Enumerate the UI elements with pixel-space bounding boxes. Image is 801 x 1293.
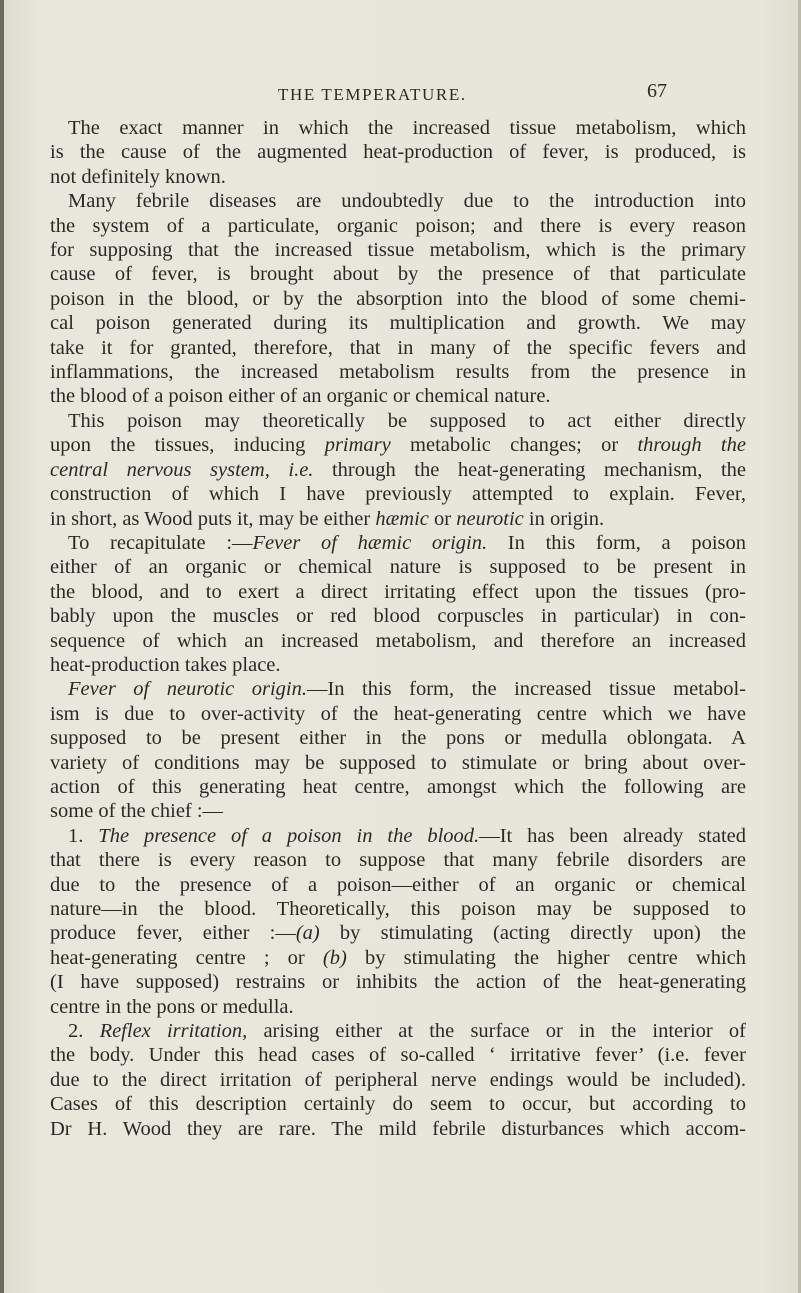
text-line: either of an organic or chemical nature is supposed to be present in <box>50 556 746 579</box>
page-number: 67 <box>647 80 667 102</box>
text-line: Dr H. Wood they are rare. The mild febrile disturbances which accom- <box>50 1117 746 1140</box>
text-line: supposed to be present either in the pons or medulla oblongata. A <box>50 727 746 750</box>
body-text <box>50 116 798 1141</box>
text-line: bably upon the muscles or red blood corpuscles in particular) in con- <box>50 605 746 628</box>
text-run: by stimulating (acting directly upon) the <box>319 922 746 945</box>
italic-text: through the <box>637 434 746 457</box>
text-run: arising either at the surface or in the interior of <box>247 1020 746 1043</box>
text-line: nature—in the blood. Theoretically, this poison may be supposed to <box>50 898 746 920</box>
text-run: 1. <box>68 824 99 847</box>
text-run: —In this form, the increased tissue metabol- <box>306 678 747 701</box>
text-line: (I have supposed) restrains or inhibits the action of the heat-generating <box>50 971 746 994</box>
text-line: the blood, and to exert a direct irritating effect upon the tissues (pro- <box>50 580 746 603</box>
text-line: the system of a particulate, organic poison; and there is every reason <box>50 214 746 237</box>
page-header <box>0 80 801 110</box>
text-run: by stimulating the higher centre which <box>346 946 746 969</box>
italic-text: The presence of a poison in the blood. <box>98 824 480 847</box>
text-line <box>50 507 746 531</box>
text-run: This poison may theoretically be supposed to act either directly <box>68 409 746 432</box>
text-line <box>50 409 746 433</box>
text-line: action of this generating heat centre, amongst which the following are <box>50 775 746 798</box>
text-line: The exact manner in which the increased tissue metabolism, which <box>68 117 746 139</box>
text-run: metabolic changes; or <box>390 434 638 457</box>
italic-text: neurotic <box>456 507 524 530</box>
text-run: upon the tissues, inducing <box>50 434 325 457</box>
text-line: construction of which I have previously attempted to explain. Fever, <box>50 483 746 506</box>
text-line: cal poison generated during its multiplication and growth. We may <box>50 312 746 335</box>
text-line: is the cause of the augmented heat-production of fever, is produced, is <box>50 141 746 164</box>
text-line: due to the presence of a poison—either of an organic or chemical <box>50 873 746 896</box>
text-run: in short, as Wood puts it, may be either <box>50 507 376 530</box>
text-run: produce fever, either :— <box>50 922 296 945</box>
italic-text: central nervous system, i.e. <box>50 458 314 481</box>
text-line: variety of conditions may be supposed to stimulate or bring about over- <box>50 751 746 774</box>
text-line: that there is every reason to suppose that many febrile disorders are <box>50 849 746 872</box>
text-line <box>50 824 746 848</box>
text-line <box>50 921 746 945</box>
text-line: Many febrile diseases are undoubtedly due to the introduction into <box>68 190 746 213</box>
text-run: In this form, a poison <box>487 531 746 554</box>
text-line: take it for granted, therefore, that in many of the specific fevers and <box>50 336 746 359</box>
text-line: some of the chief :— <box>50 800 224 823</box>
text-line: the blood of a poison either of an organic or chemical nature. <box>50 385 551 408</box>
italic-text: Fever of hæmic origin. <box>252 531 488 554</box>
italic-text: Fever of neurotic origin. <box>68 678 307 701</box>
text-line: poison in the blood, or by the absorption into the blood of some chemi- <box>50 287 746 310</box>
text-line: sequence of which an increased metabolism, and therefore an increased <box>50 629 746 652</box>
text-run: through the heat-generating mechanism, the <box>313 458 746 481</box>
text-line <box>50 677 746 701</box>
text-line: for supposing that the increased tissue metabolism, which is the primary <box>50 239 746 262</box>
text-run: or <box>428 507 457 530</box>
text-line: cause of fever, is brought about by the presence of that particulate <box>50 263 746 286</box>
text-run: To recapitulate :— <box>68 531 253 554</box>
text-line: centre in the pons or medulla. <box>50 995 294 1018</box>
text-line: due to the direct irritation of peripheral nerve endings would be included). <box>50 1068 746 1091</box>
text-line: the body. Under this head cases of so-called ‘ irritative fever’ (i.e. fever <box>50 1044 746 1067</box>
text-line <box>50 946 746 970</box>
page-gutter-edge <box>0 0 4 1293</box>
running-head: THE TEMPERATURE. <box>278 85 467 104</box>
text-line: heat-production takes place. <box>50 653 281 676</box>
text-run: heat-generating centre ; or <box>50 946 323 969</box>
text-line: ism is due to over-activity of the heat-generating centre which we have <box>50 702 746 725</box>
text-run: —It has been already stated <box>479 824 747 847</box>
text-line: inflammations, the increased metabolism results from the presence in <box>50 361 746 384</box>
italic-text: (a) <box>295 922 320 945</box>
text-line <box>50 531 746 555</box>
italic-text: primary <box>324 434 391 457</box>
italic-text: Reflex irritation, <box>99 1020 248 1043</box>
italic-text: (b) <box>322 946 347 969</box>
text-run: in origin. <box>523 507 605 530</box>
text-run: 2. <box>68 1020 100 1043</box>
text-line <box>50 458 746 482</box>
text-line <box>50 433 746 457</box>
text-line: Cases of this description certainly do seem to occur, but according to <box>50 1093 746 1116</box>
text-line <box>50 1019 746 1043</box>
italic-text: hæmic <box>375 507 429 530</box>
text-line: not definitely known. <box>50 165 226 188</box>
